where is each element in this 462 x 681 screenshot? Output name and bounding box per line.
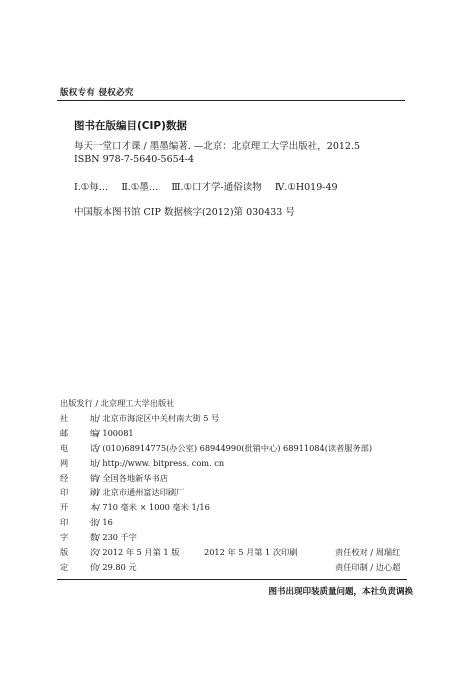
pub-row-price: 定 价 / 29.80 元 责任印制 / 边心超 <box>60 560 420 575</box>
edition-value: 2012 年 5 月第 1 版 <box>102 547 180 558</box>
cip-book-line: 每天一堂口才课 / 墨墨编著. —北京：北京理工大学出版社，2012.5 <box>74 141 361 152</box>
sheets-value: 16 <box>102 517 113 528</box>
pub-row-format: 开 本 / 710 毫米 × 1000 毫米 1/16 <box>60 502 210 513</box>
top-divider <box>57 100 405 101</box>
pub-row-distributor: 经 销 / 全国各地新华书店 <box>60 472 168 483</box>
wordcount-value: 230 千字 <box>102 532 137 543</box>
pub-row-phone: 电 话 / (010)68914775(办公室) 68944990(批销中心) 68911084(读者服务部) <box>60 442 373 453</box>
printer-value: 北京市通州富达印刷厂 <box>102 487 185 498</box>
bottom-divider <box>57 579 407 580</box>
pub-row-edition: 版 次 / 2012 年 5 月第 1 版 2012 年 5 月第 1 次印刷 责任校对 / 周瑞红 <box>60 545 420 560</box>
publisher-label: 出版发行 <box>60 398 93 408</box>
cip-classification <box>74 179 348 193</box>
production-manager: 责任印制 / 边心超 <box>335 561 401 572</box>
website-value: http://www. bitpress. com. cn <box>102 457 225 468</box>
postcode-value: 100081 <box>102 427 134 438</box>
cip-title: 图书在版编目(CIP)数据 <box>74 120 187 132</box>
pub-row-wordcount: 字 数 / 230 千字 <box>60 532 137 543</box>
classification-item: Ⅲ.①口才学-通俗读物 <box>171 182 262 193</box>
price-value: 29.80 元 <box>102 561 137 572</box>
phone-value: (010)68914775(办公室) 68944990(批销中心) 68911084(读者服务部) <box>102 442 373 453</box>
pub-row-website: 网 址 / http://www. bitpress. com. cn <box>60 457 225 468</box>
copyright-notice: 版权专有 侵权必究 <box>60 88 134 98</box>
address-value: 北京市海淀区中关村南大街 5 号 <box>102 413 220 423</box>
quality-notice: 图书出现印装质量问题，本社负责调换 <box>268 587 413 597</box>
publication-info <box>60 397 420 575</box>
proofreader: 责任校对 / 周瑞红 <box>335 547 401 558</box>
pub-row-sheets: 印 张 / 16 <box>60 517 113 528</box>
pub-row-postcode: 邮 编 / 100081 <box>60 427 134 438</box>
classification-item: Ⅳ.①H019-49 <box>274 182 338 193</box>
publisher-row: 出版发行 / 北京理工大学出版社 <box>60 398 175 408</box>
cip-isbn: ISBN 978-7-5640-5654-4 <box>74 154 194 165</box>
distributor-value: 全国各地新华书店 <box>102 472 168 483</box>
publisher-name: 北京理工大学出版社 <box>100 398 175 408</box>
classification-item: Ⅰ.①每… <box>74 182 109 193</box>
printing-value: 2012 年 5 月第 1 次印刷 <box>204 547 298 558</box>
pub-row-address: 社 址 / 北京市海淀区中关村南大街 5 号 <box>60 413 220 423</box>
classification-item: Ⅱ.①墨… <box>121 182 159 193</box>
pub-row-printer: 印 刷 / 北京市通州富达印刷厂 <box>60 487 185 498</box>
cip-number: 中国版本图书馆 CIP 数据核字(2012)第 030433 号 <box>74 207 295 218</box>
format-value: 710 毫米 × 1000 毫米 1/16 <box>102 502 210 513</box>
